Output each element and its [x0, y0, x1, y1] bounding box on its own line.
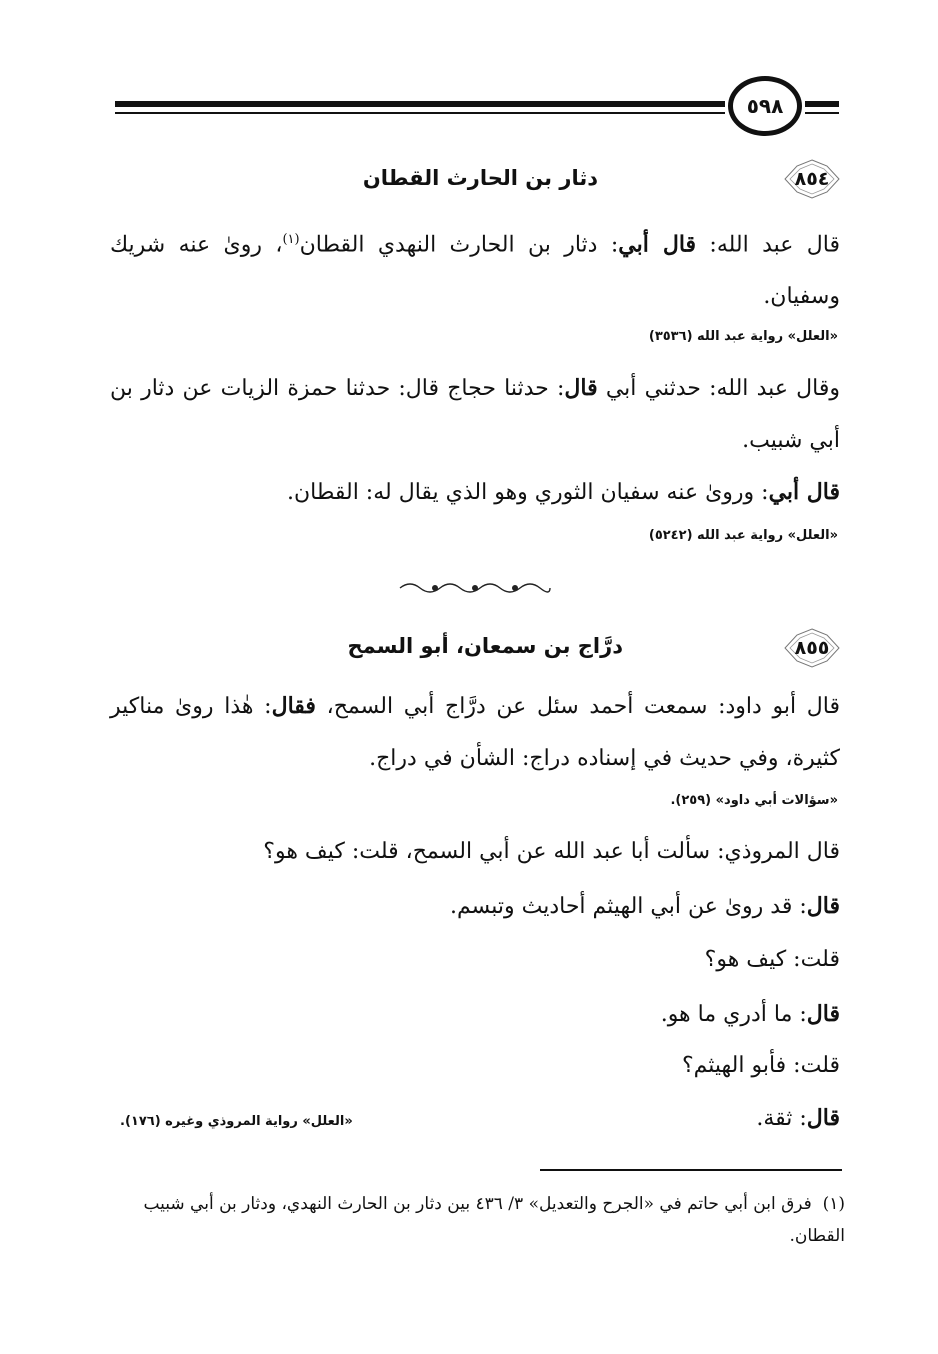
- source-citation: «العلل» رواية عبد الله (٥٢٤٢): [648, 528, 838, 543]
- dialogue-line: قلت: كيف هو؟: [704, 947, 840, 972]
- entry-number-badge: ٨٥٥: [783, 627, 841, 669]
- header-rule-right-thin: [805, 112, 839, 114]
- footnote-rule: [540, 1169, 842, 1171]
- paragraph: قال أبو داود: سمعت أحمد سئل عن درَّاج أبي السمح، فقال: هٰذا رویٰ مناكير كثيرة، وفي حديث في إسناده دراج: الشأن في دراج.: [110, 693, 841, 771]
- dialogue-line: قال: قد رویٰ عن أبي الهيثم أحاديث وتبسم.: [449, 893, 840, 919]
- entry-title: دثار بن الحارث القطان: [362, 166, 598, 190]
- header-rule-thick: [115, 101, 725, 107]
- entry-title: درَّاج بن سمعان، أبو السمح: [347, 634, 623, 658]
- paragraph: قال أبي: وروىٰ عنه سفيان الثوري وهو الذي يقال له: القطان.: [286, 479, 840, 505]
- dialogue-line: قلت: فأبو الهيثم؟: [681, 1053, 840, 1078]
- footnote-ref: (١): [282, 232, 300, 247]
- footnote-text: فرق ابن أبي حاتم في «الجرح والتعديل» ٣/ ٤٣٦ بين دثار بن الحارث النهدي، ودثار بن أبي شبيب القطان.: [143, 1194, 845, 1246]
- paragraph: قال عبد الله: قال أبي: دثار بن الحارث النهدي القطان$^{(١)}$، رویٰ عنه شريك وسفيان.: [110, 231, 840, 310]
- dialogue-line: قال: ثقة.: [756, 1105, 840, 1131]
- dialogue-line: قال: ما أدري ما هو.: [660, 1001, 840, 1027]
- source-citation: «سؤالات أبي داود» (٢٥٩).: [670, 793, 838, 808]
- paragraph: قال المروذي: سألت أبا عبد الله عن أبي السمح، قلت: كيف هو؟: [263, 839, 840, 864]
- page-number: ٥٩٨: [728, 76, 802, 136]
- paragraph: وقال عبد الله: حدثني أبي قال: حدثنا حجاج قال: حدثنا حمزة الزيات عن دثار بن أبي شبيب.: [110, 375, 840, 453]
- section-divider-ornament: [395, 580, 555, 596]
- footnote-marker: (١): [822, 1194, 845, 1214]
- header-rule-thin: [115, 112, 725, 114]
- source-citation: «العلل» رواية عبد الله (٣٥٣٦): [648, 329, 838, 344]
- footnote: [110, 1188, 845, 1252]
- entry-number-badge: ٨٥٤: [783, 158, 841, 200]
- source-citation: «العلل» رواية المروذي وغيره (١٧٦).: [120, 1114, 353, 1129]
- header-rule-right: [805, 101, 839, 107]
